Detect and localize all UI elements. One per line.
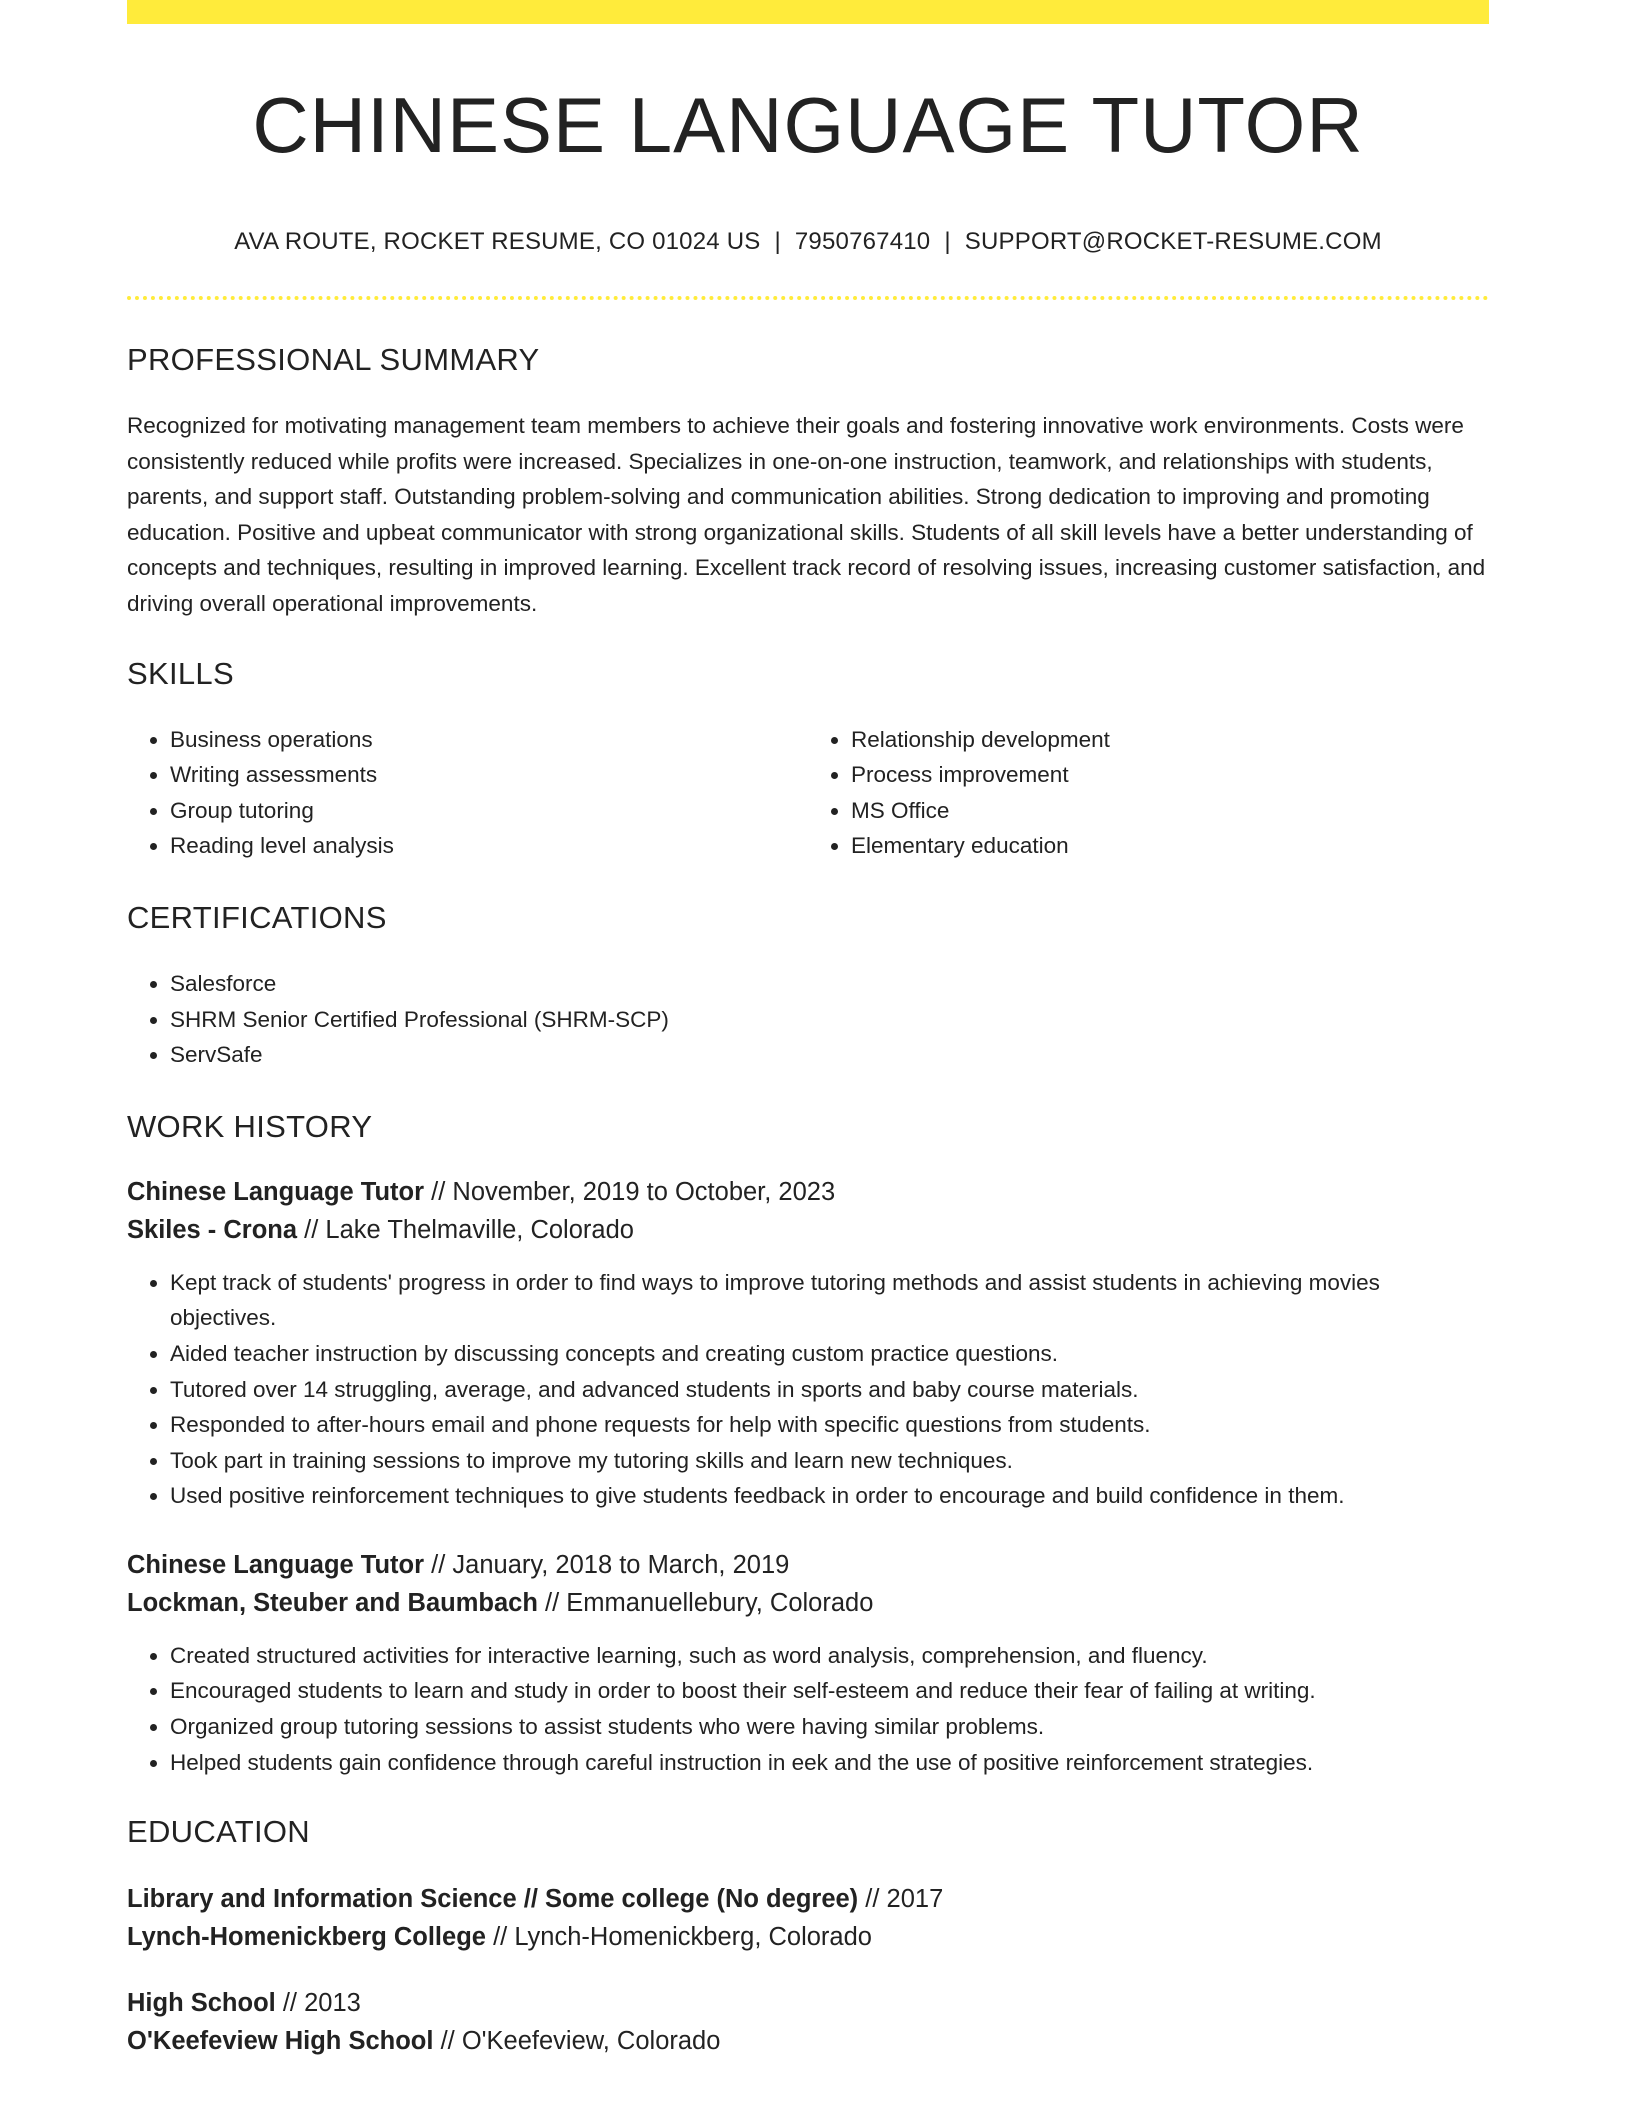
- skill-item: • Group tutoring: [170, 793, 808, 829]
- education-school-line: [127, 2022, 1489, 2060]
- education-location: // Lynch-Homenickberg, Colorado: [493, 1923, 872, 1952]
- job-company: Skiles - Crona: [127, 1215, 298, 1244]
- resume-title: CHINESE LANGUAGE TUTOR: [252, 81, 1364, 169]
- education-heading: EDUCATION: [127, 1814, 310, 1850]
- skill-item: • Relationship development: [851, 722, 1489, 758]
- contact-separator: |: [774, 228, 781, 255]
- contact-separator: |: [944, 228, 951, 255]
- skill-item: • Reading level analysis: [170, 828, 808, 864]
- certification-item: • SHRM Senior Certified Professional (SHRM-SCP): [170, 1002, 1489, 1038]
- job-title-line: [127, 1173, 1489, 1211]
- education-degree: Library and Information Science // Some college (No degree): [127, 1885, 859, 1914]
- job-bullets: [127, 1265, 1489, 1514]
- certification-item: • Salesforce: [170, 966, 1489, 1002]
- job-location: // Emmanuellebury, Colorado: [545, 1588, 874, 1617]
- job-entry: [127, 1546, 1489, 1780]
- top-accent-bar: [127, 0, 1489, 24]
- job-dates: // January, 2018 to March, 2019: [431, 1550, 790, 1579]
- education-school-line: [127, 1918, 1489, 1956]
- education-entry: [127, 1880, 1489, 1956]
- certification-item: • ServSafe: [170, 1037, 1489, 1073]
- job-company-line: [127, 1211, 1489, 1249]
- work-history-section: [127, 1109, 1489, 1781]
- contact-phone: 7950767410: [794, 228, 931, 255]
- skills-section: [127, 656, 1489, 864]
- job-bullet: • Helped students gain confidence through careful instruction in eek and the use of positive reinforcement strategies.: [170, 1745, 1489, 1781]
- education-degree: High School: [127, 1989, 276, 2018]
- certifications-heading: CERTIFICATIONS: [127, 899, 387, 935]
- skill-item: • Elementary education: [851, 828, 1489, 864]
- contact-email: SUPPORT@ROCKET-RESUME.COM: [964, 228, 1382, 255]
- job-location: // Lake Thelmaville, Colorado: [304, 1215, 634, 1244]
- skills-list-left: [127, 722, 808, 864]
- job-title: Chinese Language Tutor: [127, 1550, 425, 1579]
- job-dates: // November, 2019 to October, 2023: [431, 1177, 836, 1206]
- education-school: O'Keefeview High School: [127, 2027, 434, 2056]
- job-company: Lockman, Steuber and Baumbach: [127, 1588, 538, 1617]
- job-title: Chinese Language Tutor: [127, 1177, 425, 1206]
- education-school: Lynch-Homenickberg College: [127, 1923, 486, 1952]
- education-degree-line: [127, 1880, 1489, 1918]
- certifications-section: [127, 900, 1489, 1073]
- job-bullets: [127, 1638, 1489, 1780]
- education-year: // 2017: [865, 1885, 944, 1914]
- job-title-line: [127, 1546, 1489, 1584]
- work-history-heading: WORK HISTORY: [127, 1108, 373, 1144]
- skills-grid: [127, 722, 1489, 864]
- job-bullet: • Kept track of students' progress in order to find ways to improve tutoring methods and assist students in achieving movies objectives.: [170, 1265, 1489, 1336]
- skill-item: • Business operations: [170, 722, 808, 758]
- job-bullet: • Tutored over 14 struggling, average, and advanced students in sports and baby course materials.: [170, 1372, 1489, 1408]
- job-company-line: [127, 1584, 1489, 1622]
- skill-item: • Writing assessments: [170, 757, 808, 793]
- certifications-list: [127, 966, 1489, 1073]
- header-divider: [127, 296, 1489, 300]
- education-degree-line: [127, 1984, 1489, 2022]
- job-bullet: • Aided teacher instruction by discussing concepts and creating custom practice questions.: [170, 1336, 1489, 1372]
- skill-item: • Process improvement: [851, 757, 1489, 793]
- contact-line: [127, 228, 1489, 256]
- education-location: // O'Keefeview, Colorado: [440, 2027, 721, 2056]
- summary-text: Recognized for motivating management team members to achieve their goals and fostering innovative work environments. Costs were consistently reduced while profits were increased. Specializes in one-on-one instruction, teamwork, and relationships with students, parents, and support staff. Outstanding problem-solving and communication abilities. Strong dedication to improving and promoting education. Positive and upbeat communicator with strong organizational skills. Students of all skill levels have a better understanding of concepts and techniques, resulting in improved learning. Excellent track record of resolving issues, increasing customer satisfaction, and driving overall operational improvements.: [127, 413, 1486, 616]
- education-year: // 2013: [282, 1989, 361, 2018]
- skills-list-right: [808, 722, 1489, 864]
- job-bullet: • Used positive reinforcement techniques to give students feedback in order to encourage and build confidence in them.: [170, 1478, 1489, 1514]
- education-entry: [127, 1984, 1489, 2060]
- summary-section: [127, 342, 1489, 622]
- skills-heading: SKILLS: [127, 655, 234, 691]
- job-bullet: • Created structured activities for interactive learning, such as word analysis, comprehension, and fluency.: [170, 1638, 1489, 1674]
- job-bullet: • Responded to after-hours email and phone requests for help with specific questions from students.: [170, 1407, 1489, 1443]
- contact-address: AVA ROUTE, ROCKET RESUME, CO 01024 US: [234, 228, 761, 255]
- summary-heading: PROFESSIONAL SUMMARY: [127, 342, 540, 377]
- job-bullet: • Took part in training sessions to improve my tutoring skills and learn new techniques.: [170, 1443, 1489, 1479]
- job-entry: [127, 1173, 1489, 1514]
- job-bullet: • Encouraged students to learn and study in order to boost their self-esteem and reduce their fear of failing at writing.: [170, 1673, 1489, 1709]
- education-section: [127, 1814, 1489, 2060]
- resume-page: [127, 0, 1489, 2060]
- job-bullet: • Organized group tutoring sessions to assist students who were having similar problems.: [170, 1709, 1489, 1745]
- skill-item: • MS Office: [851, 793, 1489, 829]
